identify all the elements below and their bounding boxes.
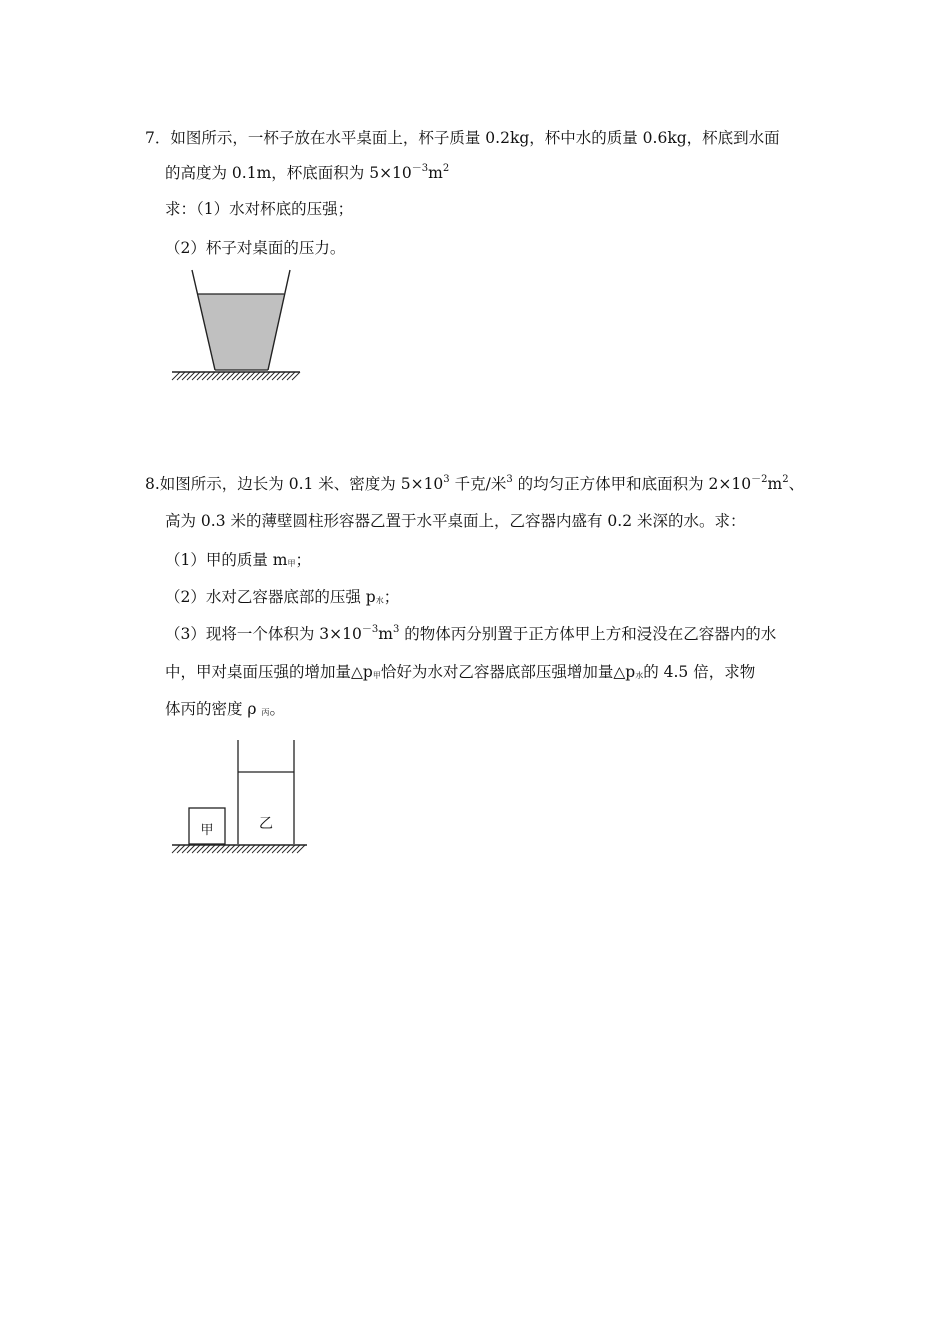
container-figure: [170, 738, 310, 862]
q8-line-6: 中，甲对桌面压强的增加量△p甲恰好为水对乙容器底部压强增加量△p水的 4.5 倍，求物: [165, 663, 756, 681]
q7-line-3: 求：（1）水对杯底的压强；: [165, 200, 354, 218]
q8-line-7: 体丙的密度 ρ 丙。: [165, 700, 285, 718]
q8-line-5: （3）现将一个体积为 $3\times 10^{-3}m^3$ 的物体丙分别置于正方体甲上方和浸没在乙容器内的水: [165, 624, 777, 643]
table-hatching: [172, 372, 300, 380]
q8-line-1: 8.如图所示，边长为 0.1 米、密度为 $5\times 10^3$ 千克/米$^3$ 的均匀正方体甲和底面积为 $2\times 10^{-2}m^2$、: [145, 474, 805, 493]
q7-line-1: 7．如图所示，一杯子放在水平桌面上，杯子质量 0.2kg，杯中水的质量 0.6kg，杯底到水面: [145, 129, 780, 147]
q8-line-2: 高为 0.3 米的薄壁圆柱形容器乙置于水平桌面上，乙容器内盛有 0.2 米深的水。求：: [165, 512, 746, 530]
cube-jia-label: 甲: [200, 823, 214, 838]
q7-line-4: （2）杯子对桌面的压力。: [165, 239, 346, 257]
q8-line-3: （1）甲的质量 m甲；: [165, 551, 312, 569]
table-hatching-2: [172, 845, 305, 853]
q7-line-2: 的高度为 0.1m，杯底面积为 $5\times 10^{-3}m^2$: [165, 163, 450, 182]
container-yi-label: 乙: [259, 816, 273, 832]
q8-line-4: （2）水对乙容器底部的压强 p水；: [165, 588, 400, 606]
cup-figure: [170, 268, 305, 386]
